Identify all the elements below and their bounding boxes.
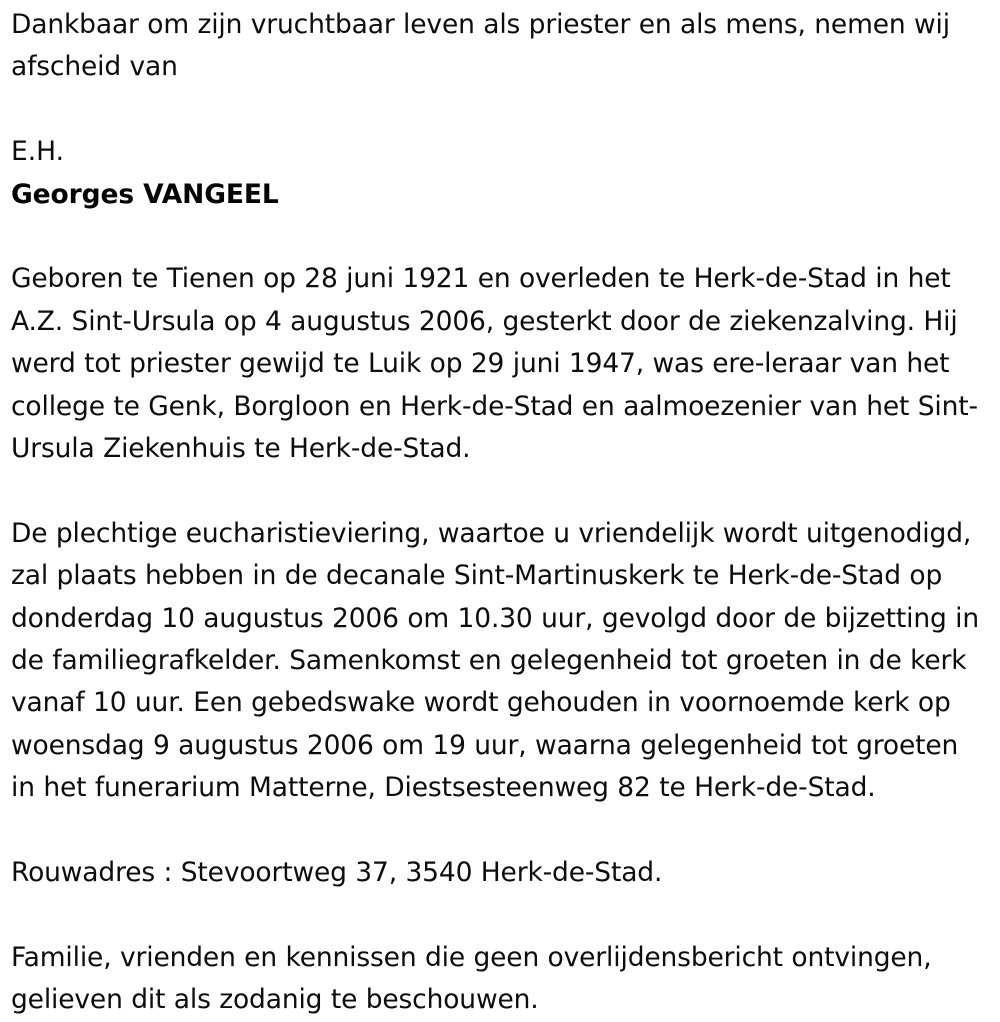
- paragraph-spacer: [11, 89, 986, 131]
- intro-paragraph: Dankbaar om zijn vruchtbaar leven als priester en als mens, nemen wij afscheid van: [11, 9, 950, 83]
- honorific-line: E.H.: [11, 136, 65, 168]
- paragraph-spacer: [11, 216, 986, 258]
- deceased-name: Georges VANGEEL: [11, 178, 279, 210]
- ceremony-paragraph: De plechtige eucharistieviering, waartoe u vriendelijk wordt uitgenodigd, zal plaats hebben in de decanale Sint-Martinuskerk te Herk-de-Stad op donderdag 10 augustus 2006 om 10.30 uur, gevolgd door de bijzetting in de familiegrafkelder. Samenkomst en gelegenheid tot groeten in de kerk vanaf 10 uur. Een gebedswake wordt gehouden in voornoemde kerk op woensdag 9 augustus 2006 om 19 uur, waarna gelegenheid tot groeten in het funerarium Matterne, Diestsesteenweg 82 te Herk-de-Stad.: [11, 517, 980, 804]
- mourning-address-paragraph: Rouwadres : Stevoortweg 37, 3540 Herk-de-Stad.: [11, 857, 663, 889]
- paragraph-spacer: [11, 810, 986, 852]
- notice-paragraph: Familie, vrienden en kennissen die geen overlijdensbericht ontvingen, gelieven dit als zodanig te beschouwen.: [11, 941, 932, 1016]
- paragraph-spacer: [11, 470, 986, 512]
- biography-paragraph: Geboren te Tienen op 28 juni 1921 en overleden te Herk-de-Stad in het A.Z. Sint-Ursula op 4 augustus 2006, gesterkt door de ziekenzalving. Hij werd tot priester gewijd te Luik op 29 juni 1947, was ere-leraar van het college te Genk, Borgloon en Herk-de-Stad en aalmoezenier van het Sint-Ursula Ziekenhuis te Herk-de-Stad.: [11, 263, 978, 465]
- paragraph-spacer: [11, 894, 986, 936]
